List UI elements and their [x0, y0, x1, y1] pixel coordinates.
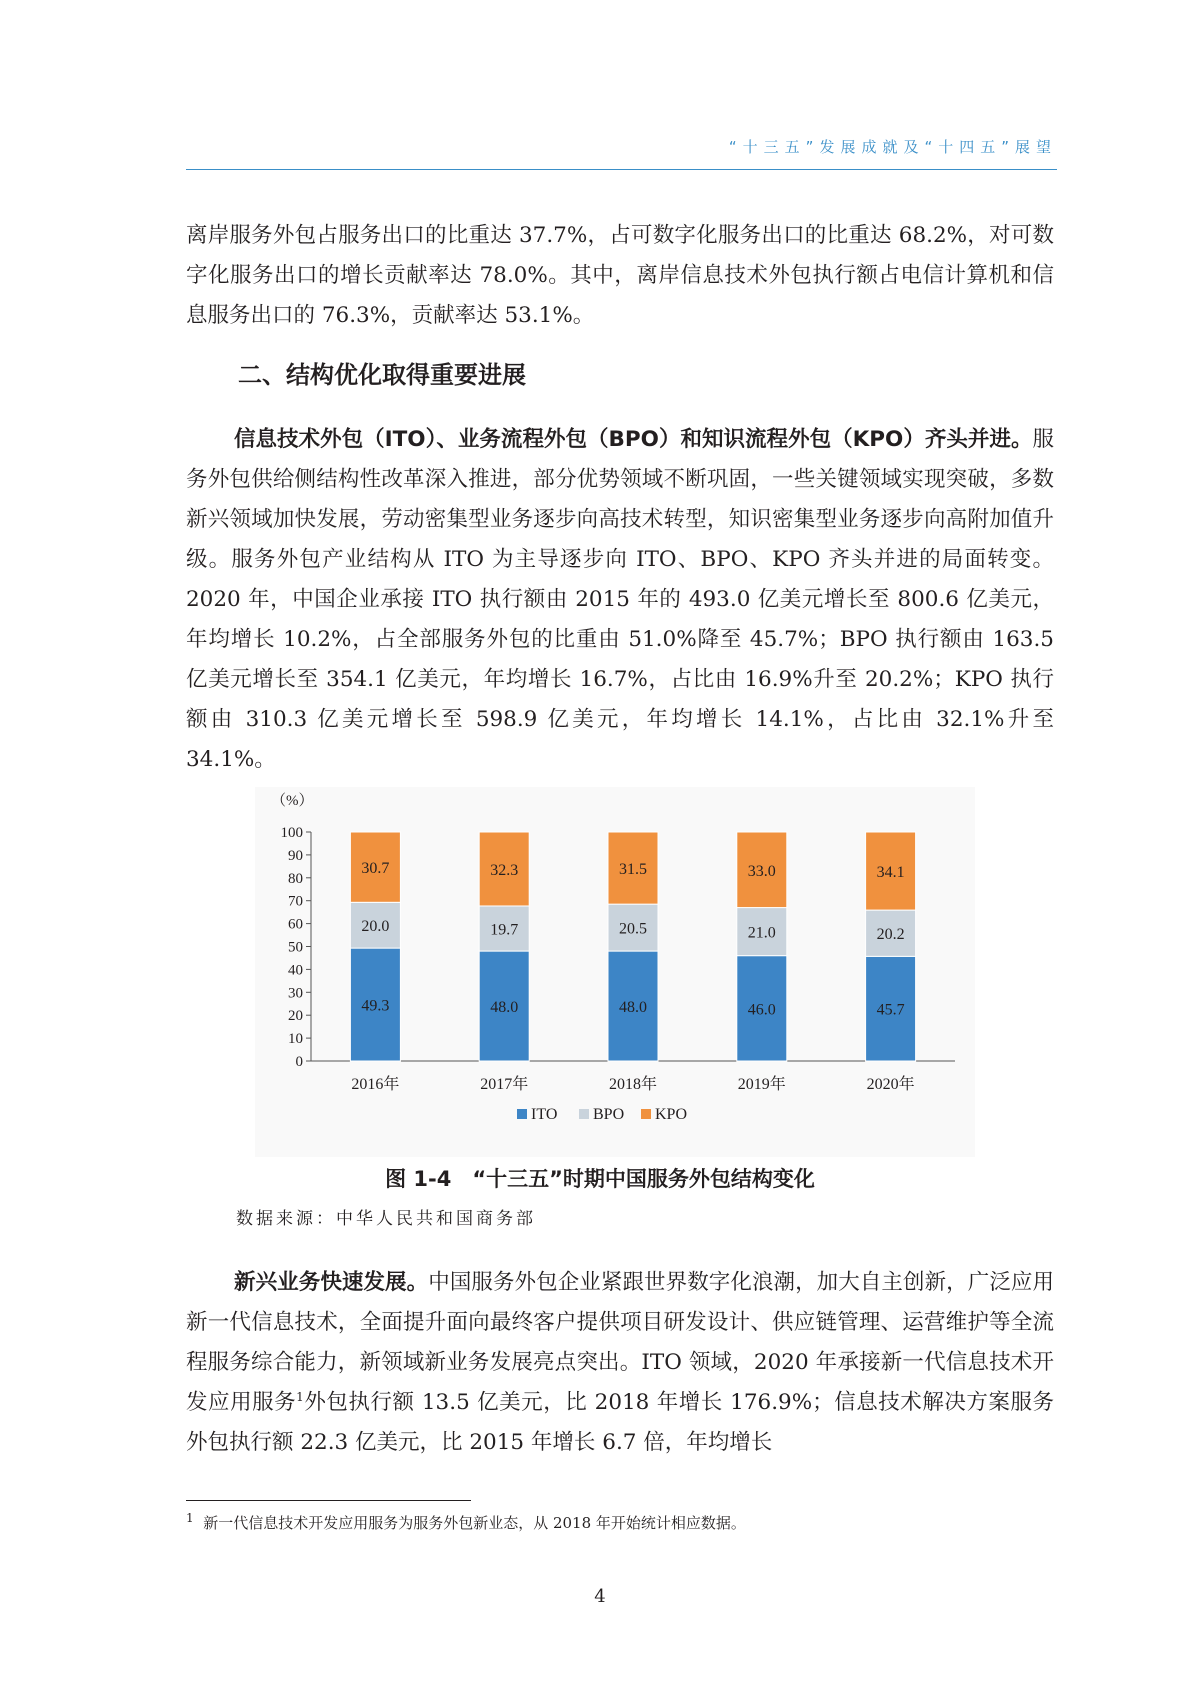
footnote-rule [186, 1500, 471, 1501]
x-tick-label: 2016年 [351, 1076, 400, 1093]
paragraph-2-lead: 信息技术外包（ITO）、业务流程外包（BPO）和知识流程外包（KPO）齐头并进。 [234, 427, 1033, 452]
data-label-kpo: 33.0 [747, 862, 776, 880]
data-label-ito: 45.7 [876, 1001, 905, 1019]
data-label-kpo: 32.3 [490, 861, 519, 879]
x-tick-label: 2018年 [608, 1076, 658, 1093]
data-label-bpo: 20.0 [361, 918, 390, 936]
figure-caption: 图 1-4 “十三五”时期中国服务外包结构变化 [385, 1167, 815, 1191]
footnote-marker: 1 [186, 1511, 194, 1525]
data-label-bpo: 19.7 [490, 921, 519, 939]
y-tick-label: 50 [288, 939, 303, 956]
y-tick-label: 70 [288, 893, 303, 910]
y-tick-label: 30 [288, 985, 303, 1002]
data-label-bpo: 20.2 [876, 926, 905, 944]
footnote [186, 1512, 1054, 1534]
paragraph-3-lead: 新兴业务快速发展。 [234, 1270, 429, 1295]
data-label-kpo: 34.1 [876, 864, 905, 882]
data-label-bpo: 20.5 [619, 920, 647, 938]
page-number: 4 [594, 1586, 606, 1607]
paragraph-1: 离岸服务外包占服务出口的比重达 37.7%，占可数字化服务出口的比重达 68.2%，对可数字化服务出口的增长贡献率达 78.0%。其中，离岸信息技术外包执行额占电信计算机和信息服务出口的 76.3%，贡献率达 53.1%。 [186, 223, 1054, 328]
section-heading: 二、结构优化取得重要进展 [238, 361, 526, 389]
paragraph-3-body-b: 外包执行额 13.5 亿美元，比 2018 年增长 176.9%；信息技术解决方案服务外包执行额 22.3 亿美元，比 2015 年增长 6.7 倍，年均增长 [186, 1390, 1054, 1455]
data-label-ito: 48.0 [490, 999, 519, 1017]
data-label-bpo: 21.0 [747, 924, 776, 942]
data-label-ito: 49.3 [361, 997, 390, 1015]
paragraph-2 [186, 420, 1054, 780]
legend-swatch-kpo [641, 1109, 651, 1119]
legend-swatch-bpo [579, 1109, 589, 1119]
legend-label-kpo: KPO [655, 1106, 688, 1123]
y-tick-label: 80 [288, 870, 303, 887]
y-tick-label: 100 [280, 825, 303, 841]
y-tick-label: 90 [288, 847, 303, 864]
figure-source: 数据来源：中华人民共和国商务部 [236, 1209, 536, 1229]
header-rule [186, 169, 1057, 170]
data-label-kpo: 31.5 [619, 861, 647, 879]
stacked-bar-chart [255, 787, 975, 1157]
footnote-ref: 1 [296, 1389, 304, 1404]
x-tick-label: 2019年 [737, 1076, 786, 1093]
chart-svg [255, 787, 975, 1157]
legend-label-bpo: BPO [593, 1106, 625, 1123]
data-label-ito: 48.0 [619, 999, 647, 1017]
paragraph-3 [186, 1263, 1054, 1463]
legend-label-ito: ITO [531, 1106, 558, 1123]
x-tick-label: 2017年 [480, 1076, 529, 1093]
y-tick-label: 40 [288, 962, 303, 979]
data-label-kpo: 30.7 [361, 860, 390, 878]
paragraph-3-body-a: 中国服务外包企业紧跟世界数字化浪潮，加大自主创新，广泛应用新一代信息技术，全面提升面向最终客户提供项目研发设计、供应链管理、运营维护等全流程服务综合能力，新领域新业务发展亮点突出。ITO 领域，2020 年承接新一代信息技术开发应用服务 [186, 1270, 1054, 1415]
y-tick-label: 20 [288, 1008, 303, 1025]
legend-swatch-ito [517, 1109, 527, 1119]
running-header: “十三五”发展成就及“十四五”展望 [728, 138, 1057, 156]
x-tick-label: 2020年 [866, 1076, 915, 1093]
data-label-ito: 46.0 [747, 1001, 776, 1019]
y-tick-label: 0 [295, 1054, 303, 1070]
y-unit-label: （%） [271, 793, 314, 809]
y-tick-label: 10 [288, 1031, 303, 1048]
y-tick-label: 60 [288, 916, 303, 933]
paragraph-2-body: 服务外包供给侧结构性改革深入推进，部分优势领域不断巩固，一些关键领域实现突破，多数新兴领域加快发展，劳动密集型业务逐步向高技术转型，知识密集型业务逐步向高附加值升级。服务外包产业结构从 ITO 为主导逐步向 ITO、BPO、KPO 齐头并进的局面转变。2020 年，中国企业承接 ITO 执行额由 2015 年的 493.0 亿美元增长至 800.6 亿美元，年均增长 10.2%，占全部服务外包的比重由 51.0%降至 45.7%；BPO 执行额由 163.5 亿美元增长至 354.1 亿美元，年均增长 16.7%，占比由 16.9%升至 20.2%；KPO 执行额由 310.3 亿美元增长至 598.9 亿美元，年均增长 14.1%，占比由 32.1%升至 34.1%。 [186, 427, 1054, 772]
footnote-text: 新一代信息技术开发应用服务为服务外包新业态，从 2018 年开始统计相应数据。 [203, 1514, 746, 1532]
